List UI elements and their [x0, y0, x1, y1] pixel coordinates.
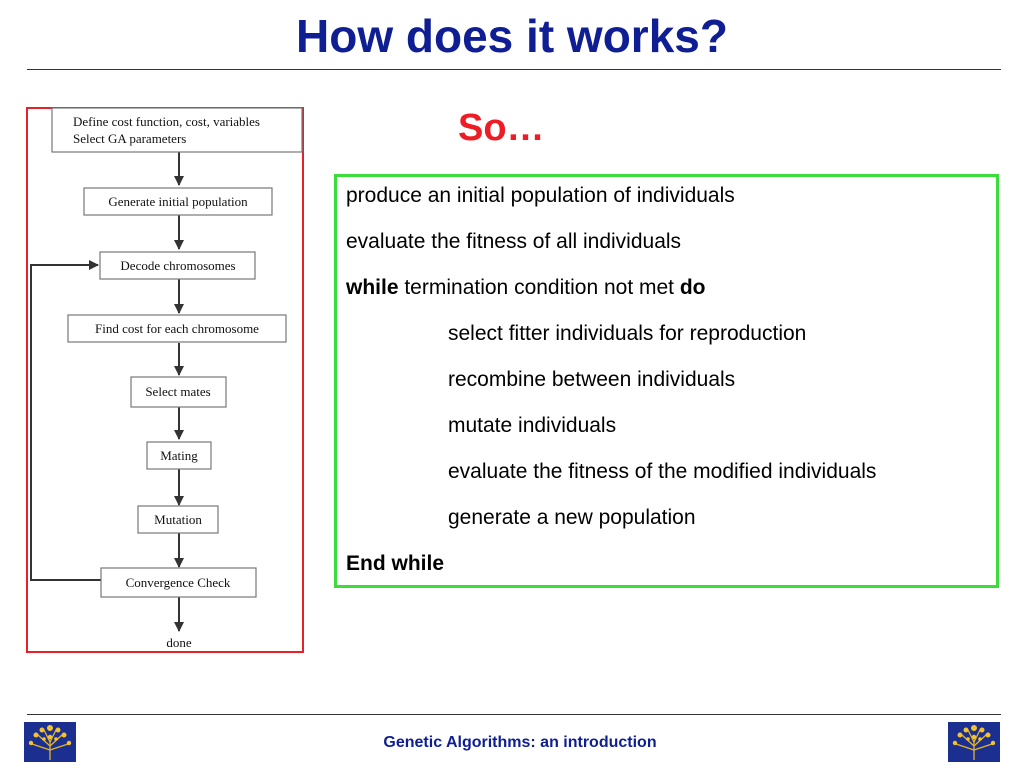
algo-line-initial-population: produce an initial population of individuals: [346, 184, 735, 207]
flow-step-mating-label: Mating: [160, 448, 198, 463]
flow-step-define-label-2: Select GA parameters: [73, 131, 187, 146]
section-subtitle: So…: [458, 107, 545, 149]
do-keyword: do: [679, 276, 706, 299]
flow-step-mutation-label: Mutation: [154, 512, 202, 527]
algo-step-evaluate-modified: evaluate the fitness of the modified individuals: [448, 460, 877, 483]
flow-step-generate-label: Generate initial population: [108, 194, 248, 209]
algo-step-mutate: mutate individuals: [448, 414, 617, 437]
top-divider: [27, 69, 1001, 70]
footer-title: Genetic Algorithms: an introduction: [383, 734, 657, 751]
tree-logo-icon: [24, 722, 76, 762]
slide-title: How does it works?: [296, 10, 728, 62]
tree-logo-icon: [948, 722, 1000, 762]
algo-end-while: End while: [346, 552, 445, 575]
flow-step-define-label: Define cost function, cost, variables: [73, 114, 260, 129]
flow-step-decode-label: Decode chromosomes: [120, 258, 236, 273]
algo-step-generate: generate a new population: [448, 506, 696, 529]
flow-step-convergence-label: Convergence Check: [125, 575, 231, 590]
algo-line-evaluate: evaluate the fitness of all individuals: [346, 230, 682, 253]
while-keyword: while: [346, 276, 399, 299]
flowchart: [26, 107, 304, 653]
flow-step-find-cost-label: Find cost for each chromosome: [95, 321, 259, 336]
algo-step-select: select fitter individuals for reproduction: [448, 322, 807, 345]
bottom-divider: [27, 714, 1001, 715]
algo-step-recombine: recombine between individuals: [448, 368, 736, 391]
while-condition: termination condition not met: [398, 276, 680, 299]
flow-step-select-mates-label: Select mates: [145, 384, 211, 399]
algo-line-while: [346, 275, 706, 301]
flow-step-done-label: done: [166, 635, 192, 650]
